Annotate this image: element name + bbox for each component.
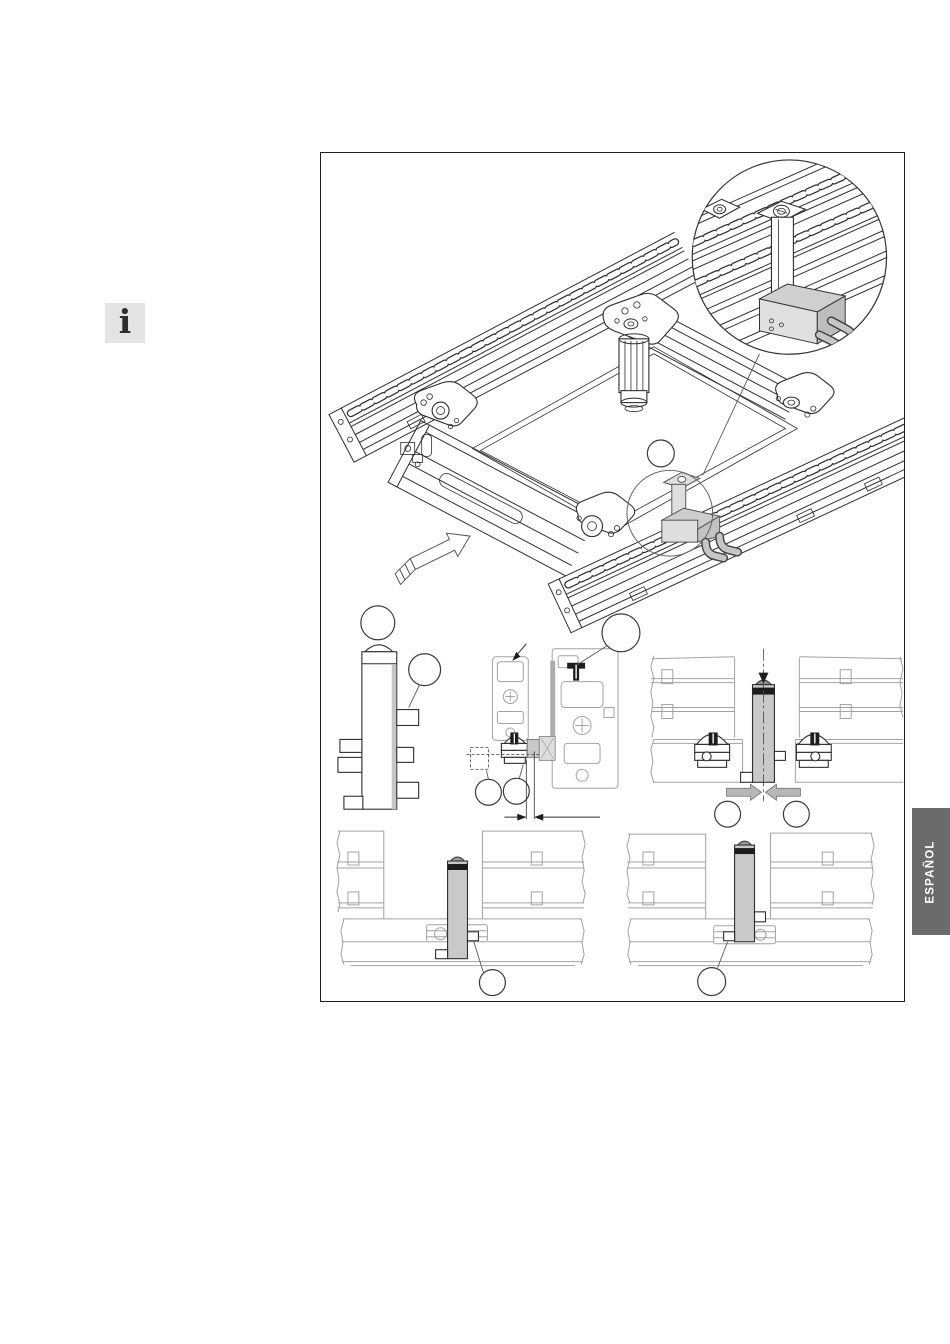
- callout-balloon: [503, 778, 529, 804]
- sensor-holder: [741, 680, 786, 782]
- gap-arrow-right: [765, 784, 800, 800]
- profile-right: [552, 649, 618, 789]
- frame-leg: [619, 334, 649, 412]
- conveyor-body-right: [770, 833, 874, 912]
- callout-balloon: [647, 440, 674, 467]
- callout-balloon: [409, 654, 441, 686]
- magnified-detail-circle: [659, 153, 904, 381]
- conveyor-body-left: [337, 831, 384, 912]
- callout-balloon: [479, 970, 505, 996]
- profile-cross-section: [467, 614, 640, 821]
- conveyor-body-left: [627, 834, 706, 912]
- callout-balloon: [602, 614, 640, 652]
- corner-plate-right: [776, 373, 834, 418]
- clamp-left: [695, 732, 730, 767]
- sensor-holder-side-view: [338, 606, 441, 809]
- gap-mounting-variant-right: [627, 833, 874, 995]
- conveyor-rail-left-front: [388, 421, 599, 577]
- gap-mounting-variant-left: [337, 831, 585, 995]
- assembly-figure-svg: [321, 153, 904, 1001]
- language-tab-espanol: [912, 808, 950, 935]
- sensor-holder: [724, 841, 766, 942]
- callout-balloon: [715, 801, 741, 827]
- language-tab-label: ESPAÑOL: [925, 839, 938, 904]
- corner-plate-bottom: [576, 492, 634, 537]
- direction-arrow-icon: [389, 524, 476, 584]
- info-icon-glyph: i: [118, 301, 132, 341]
- gap-mounting-with-dimension: [651, 649, 903, 827]
- callout-balloon: [783, 801, 809, 827]
- callout-balloon: [361, 606, 395, 640]
- assembly-figure: [320, 152, 905, 1002]
- callout-balloon: [698, 968, 726, 996]
- clamp-right: [796, 732, 831, 767]
- info-icon: [105, 303, 145, 343]
- detail-leader-line: [703, 354, 760, 476]
- callout-balloon: [475, 779, 501, 805]
- conveyor-body-right: [482, 831, 585, 912]
- ghost-position: [470, 747, 488, 769]
- sensor-holder: [436, 857, 479, 959]
- profile-left: [492, 657, 528, 741]
- conveyor-body-left: [651, 656, 743, 783]
- gap-arrow-left: [727, 784, 762, 800]
